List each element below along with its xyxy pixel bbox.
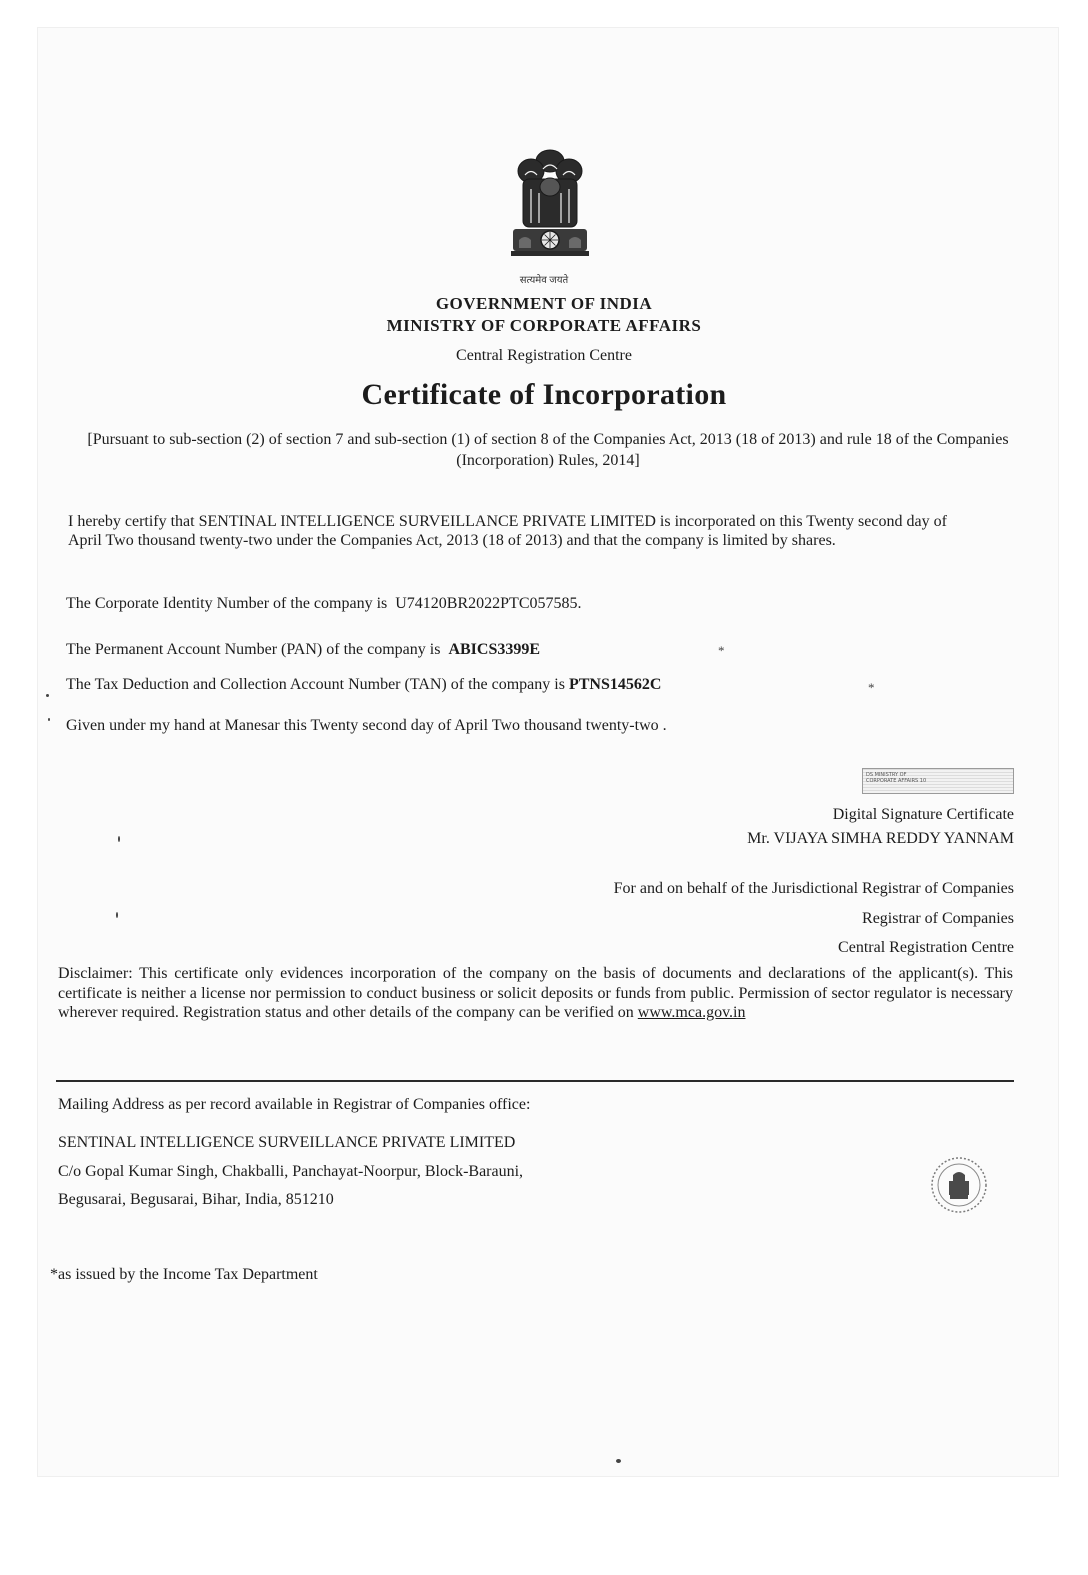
pan-label: The Permanent Account Number (PAN) of the company is (66, 641, 441, 658)
tan-asterisk: * (868, 680, 875, 695)
cin-value: U74120BR2022PTC057585. (395, 595, 582, 612)
pan-asterisk: * (718, 643, 725, 658)
registrar-title: Registrar of Companies (862, 910, 1014, 927)
tan-value: PTNS14562C (568, 676, 662, 693)
registrar-centre: Central Registration Centre (838, 939, 1014, 956)
scan-speck (46, 694, 49, 697)
mailing-address-line2: Begusarai, Begusarai, Bihar, India, 851210 (58, 1191, 334, 1208)
scan-speck (616, 1459, 621, 1463)
scan-speck (118, 836, 120, 842)
digital-signature-stamp (862, 768, 1014, 794)
tan-label: The Tax Deduction and Collection Account Number (TAN) of the company is (66, 676, 565, 693)
mca-website-link[interactable]: www.mca.gov.in (637, 1004, 746, 1021)
signature-certificate-label: Digital Signature Certificate (832, 806, 1014, 823)
cin-line (66, 595, 582, 613)
mailing-address-line1: C/o Gopal Kumar Singh, Chakballi, Panchayat-Noorpur, Block-Barauni, (58, 1163, 524, 1180)
ministry-heading: MINISTRY OF CORPORATE AFFAIRS (386, 316, 702, 335)
mailing-heading: Mailing Address as per record available in Registrar of Companies office: (58, 1096, 531, 1113)
disclaimer-text: Disclaimer: This certificate only evidences incorporation of the company on the basis of documents and declarations of the applicant(s). This certificate is neither a license nor permission to conduct business or solicit deposits or funds from public. Permission of sector regulator is necessary wherever required. Registration status and other details of the company can be verified on (58, 965, 1013, 1021)
cin-label: The Corporate Identity Number of the company is (66, 595, 388, 612)
stamp-label: DS MINISTRY OF CORPORATE AFFAIRS 10 (866, 772, 927, 784)
pursuant-clause: [Pursuant to sub-section (2) of section 7 and sub-section (1) of section 8 of the Companies Act, 2013 (18 of 2013) and rule 18 of the Companies (Incorporation) Rules, 2014] (87, 431, 1009, 469)
ministry-seal-icon (929, 1155, 989, 1215)
mailing-company: SENTINAL INTELLIGENCE SURVEILLANCE PRIVATE LIMITED (58, 1134, 516, 1151)
emblem-motto: सत्यमेव जयते (519, 275, 569, 286)
document-title: Certificate of Incorporation (361, 378, 727, 411)
section-divider (56, 1080, 1014, 1082)
scan-speck (116, 912, 118, 918)
disclaimer (58, 964, 1013, 1023)
government-heading: GOVERNMENT OF INDIA (435, 294, 653, 313)
given-line: Given under my hand at Manesar this Twenty second day of April Two thousand twenty-two . (66, 717, 667, 734)
state-emblem-icon (505, 147, 595, 272)
tan-line (66, 676, 661, 694)
pan-line (66, 641, 540, 659)
registration-centre: Central Registration Centre (456, 347, 632, 364)
pan-value: ABICS3399E (448, 641, 541, 658)
footnote: *as issued by the Income Tax Department (50, 1266, 318, 1283)
on-behalf-line: For and on behalf of the Jurisdictional Registrar of Companies (613, 880, 1014, 897)
scan-speck (48, 718, 50, 721)
certification-paragraph: I hereby certify that SENTINAL INTELLIGENCE SURVEILLANCE PRIVATE LIMITED is incorporated on this Twenty second day of April Two thousand twenty-two under the Companies Act, 2013 (18 of 2013) and that the company is limited by shares. (68, 513, 947, 549)
signatory-name: Mr. VIJAYA SIMHA REDDY YANNAM (747, 830, 1014, 847)
